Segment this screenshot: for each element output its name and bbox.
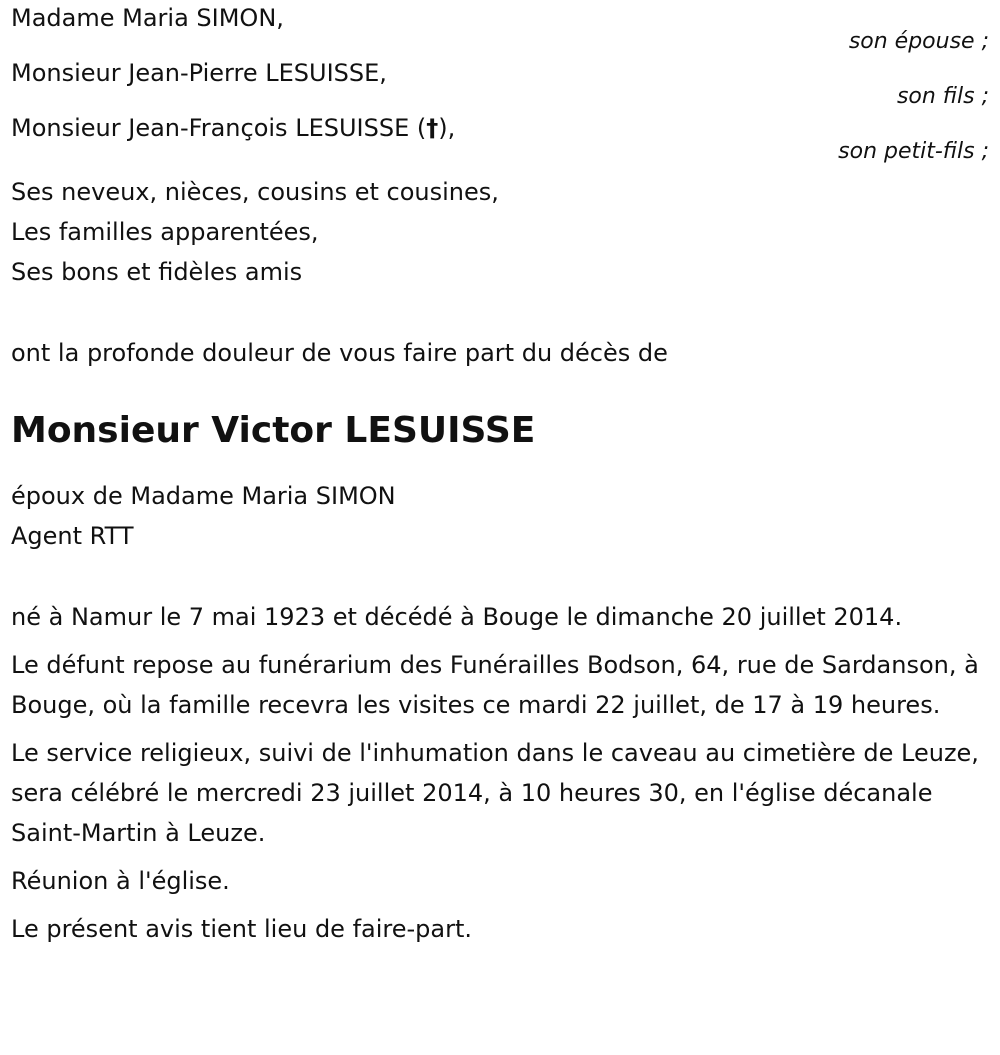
family-member-relation: son petit-fils ; (838, 139, 989, 164)
relatives-line: Ses neveux, nièces, cousins et cousines, (11, 178, 499, 206)
paragraph: Le défunt repose au funérarium des Funérailles Bodson, 64, rue de Sardanson, à Bouge, où la famille recevra les visites ce mardi 22 juillet, de 17 à 19 heures. (11, 651, 979, 719)
relatives-line: Ses bons et fidèles amis (11, 258, 303, 286)
paragraph: Le présent avis tient lieu de faire-part. (11, 915, 473, 943)
family-member-name (11, 102, 989, 142)
deceased-details (11, 476, 989, 556)
family-member-name: Monsieur Jean-Pierre LESUISSE, (11, 59, 387, 87)
cross-icon: † (426, 114, 439, 142)
name-part: Monsieur Jean-François LESUISSE ( (11, 114, 427, 142)
family-member-relation: son épouse ; (848, 29, 989, 54)
paragraph: né à Namur le 7 mai 1923 et décédé à Bouge le dimanche 20 juillet 2014. (11, 603, 903, 631)
funeral-information (11, 597, 989, 949)
paragraph: Le service religieux, suivi de l'inhumation dans le caveau au cimetière de Leuze, sera célébré le mercredi 23 juillet 2014, à 10 heures 30, en l'église décanale Saint-Martin à Leuze. (11, 739, 979, 847)
relatives-list (11, 172, 989, 292)
deceased-name: Monsieur Victor LESUISSE (11, 410, 536, 451)
detail-line: Agent RTT (11, 522, 134, 550)
detail-line: époux de Madame Maria SIMON (11, 482, 396, 510)
family-member-relation: son fils ; (896, 84, 989, 109)
family-member-name: Madame Maria SIMON, (11, 4, 284, 32)
announcement-text: ont la profonde douleur de vous faire part du décès de (11, 339, 668, 367)
relatives-line: Les familles apparentées, (11, 218, 319, 246)
obituary-notice (11, 0, 989, 957)
family-member-grandson (11, 102, 989, 165)
family-member-son (11, 47, 989, 110)
name-part: ), (438, 114, 456, 142)
paragraph: Réunion à l'église. (11, 867, 230, 895)
